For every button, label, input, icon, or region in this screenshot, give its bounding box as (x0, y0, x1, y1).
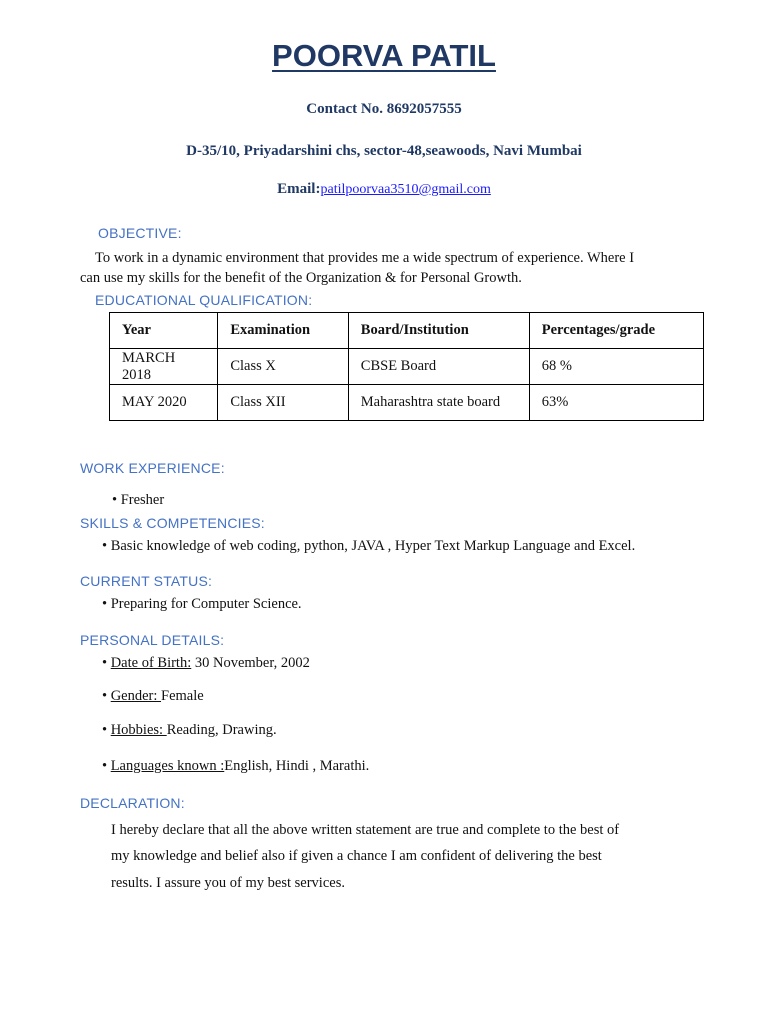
gender-value: Female (161, 688, 204, 704)
column-header-year: Year (110, 313, 218, 349)
work-item (112, 492, 164, 509)
email-line (0, 181, 768, 198)
column-header-examination: Examination (218, 313, 348, 349)
cell-board: Maharashtra state board (348, 385, 529, 421)
table-header-row (110, 313, 704, 349)
contact-number: Contact No. 8692057555 (306, 101, 462, 117)
bullet-icon: • (102, 655, 108, 671)
bullet-icon: • (102, 688, 108, 704)
email-link[interactable]: patilpoorvaa3510@gmail.com (320, 182, 491, 197)
education-heading: EDUCATIONAL QUALIFICATION: (95, 292, 313, 308)
hobbies-item (102, 722, 277, 739)
email-label: Email: (277, 181, 321, 197)
declaration-line-2: my knowledge and belief also if given a chance I am confident of delivering the best (111, 848, 602, 864)
bullet-icon: • (102, 538, 108, 554)
work-item-text: Fresher (120, 492, 165, 508)
cell-year: MARCH 2018 (110, 349, 218, 385)
declaration-heading: DECLARATION: (80, 795, 185, 811)
table-row (110, 349, 704, 385)
languages-label: Languages known : (110, 758, 225, 774)
bullet-icon: • (112, 492, 118, 508)
personal-heading: PERSONAL DETAILS: (80, 632, 225, 648)
cell-examination: Class X (218, 349, 348, 385)
objective-line-2: can use my skills for the benefit of the Organization & for Personal Growth. (80, 270, 522, 286)
cell-board: CBSE Board (348, 349, 529, 385)
address: D-35/10, Priyadarshini chs, sector-48,seawoods, Navi Mumbai (186, 143, 582, 159)
education-table (109, 312, 704, 421)
bullet-icon: • (102, 596, 108, 612)
cell-year: MAY 2020 (110, 385, 218, 421)
dob-label: Date of Birth: (110, 655, 192, 671)
table-row (110, 385, 704, 421)
candidate-name: POORVA PATIL (272, 38, 496, 73)
objective-heading: OBJECTIVE: (98, 225, 182, 241)
status-item-text: Preparing for Computer Science. (110, 596, 302, 612)
bullet-icon: • (102, 722, 108, 738)
cell-percentage: 63% (529, 385, 703, 421)
skills-heading: SKILLS & COMPETENCIES: (80, 515, 265, 531)
status-heading: CURRENT STATUS: (80, 573, 213, 589)
languages-value: English, Hindi , Marathi. (224, 758, 370, 774)
declaration-line-3: results. I assure you of my best services. (111, 875, 345, 891)
skills-item-text: Basic knowledge of web coding, python, JAVA , Hyper Text Markup Language and Excel. (110, 538, 636, 554)
hobbies-value: Reading, Drawing. (166, 722, 277, 738)
cell-examination: Class XII (218, 385, 348, 421)
declaration-line-1: I hereby declare that all the above written statement are true and complete to the best of (111, 822, 620, 838)
skills-item (102, 538, 635, 555)
status-item (102, 596, 302, 613)
hobbies-label: Hobbies: (110, 722, 167, 738)
column-header-board: Board/Institution (348, 313, 529, 349)
gender-label: Gender: (110, 688, 162, 704)
objective-line-1: To work in a dynamic environment that provides me a wide spectrum of experience. Where I (95, 250, 635, 266)
languages-item (102, 758, 369, 775)
column-header-percentage: Percentages/grade (529, 313, 703, 349)
work-heading: WORK EXPERIENCE: (80, 460, 225, 476)
dob-value: 30 November, 2002 (191, 655, 310, 671)
dob-item (102, 655, 310, 672)
cell-percentage: 68 % (529, 349, 703, 385)
gender-item (102, 688, 204, 705)
bullet-icon: • (102, 758, 108, 774)
